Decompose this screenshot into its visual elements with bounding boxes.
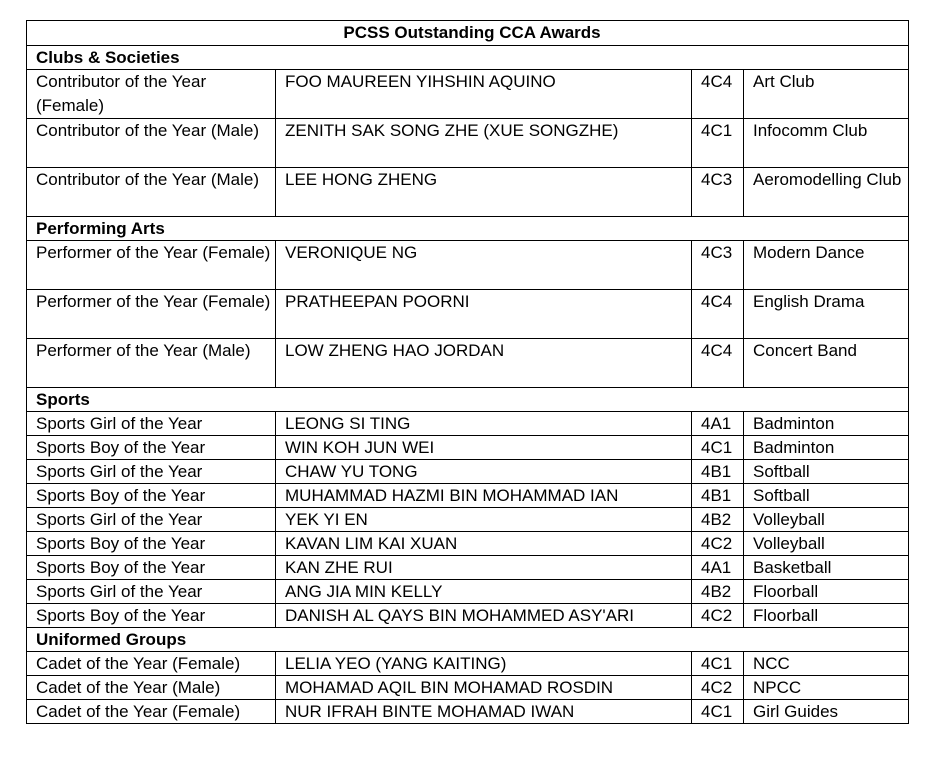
class-cell: 4C4: [692, 339, 744, 388]
section-heading: Sports: [27, 388, 909, 412]
name-cell: VERONIQUE NG: [276, 241, 692, 290]
award-cell: Sports Boy of the Year: [27, 604, 276, 628]
cca-cell: Infocomm Club: [744, 119, 909, 168]
table-row: [27, 508, 909, 532]
class-cell: 4B2: [692, 508, 744, 532]
name-cell: NUR IFRAH BINTE MOHAMAD IWAN: [276, 700, 692, 724]
award-cell: Performer of the Year (Female): [27, 241, 276, 290]
name-cell: CHAW YU TONG: [276, 460, 692, 484]
award-cell: Sports Boy of the Year: [27, 532, 276, 556]
award-cell: Performer of the Year (Male): [27, 339, 276, 388]
class-cell: 4C2: [692, 676, 744, 700]
cca-cell: Badminton: [744, 436, 909, 460]
award-cell: Contributor of the Year (Female): [27, 70, 276, 119]
class-cell: 4C2: [692, 604, 744, 628]
class-cell: 4C3: [692, 168, 744, 217]
class-cell: 4C1: [692, 119, 744, 168]
section-heading-row: [27, 388, 909, 412]
cca-cell: Volleyball: [744, 508, 909, 532]
table-row: [27, 436, 909, 460]
section-heading-row: [27, 217, 909, 241]
awards-table: [26, 20, 909, 724]
name-cell: KAVAN LIM KAI XUAN: [276, 532, 692, 556]
class-cell: 4C1: [692, 652, 744, 676]
award-cell: Sports Boy of the Year: [27, 484, 276, 508]
award-cell: Sports Girl of the Year: [27, 412, 276, 436]
table-row: [27, 70, 909, 119]
table-row: [27, 580, 909, 604]
table-row: [27, 119, 909, 168]
section-heading: Performing Arts: [27, 217, 909, 241]
name-cell: LOW ZHENG HAO JORDAN: [276, 339, 692, 388]
class-cell: 4C1: [692, 436, 744, 460]
section-heading: Clubs & Societies: [27, 46, 909, 70]
table-row: [27, 700, 909, 724]
cca-cell: Aeromodelling Club: [744, 168, 909, 217]
title-row: [27, 21, 909, 46]
table-row: [27, 532, 909, 556]
name-cell: KAN ZHE RUI: [276, 556, 692, 580]
cca-cell: Modern Dance: [744, 241, 909, 290]
class-cell: 4B1: [692, 484, 744, 508]
name-cell: MOHAMAD AQIL BIN MOHAMAD ROSDIN: [276, 676, 692, 700]
name-cell: WIN KOH JUN WEI: [276, 436, 692, 460]
name-cell: LELIA YEO (YANG KAITING): [276, 652, 692, 676]
cca-cell: English Drama: [744, 290, 909, 339]
cca-cell: Floorball: [744, 604, 909, 628]
table-row: [27, 412, 909, 436]
award-cell: Cadet of the Year (Female): [27, 700, 276, 724]
table-row: [27, 556, 909, 580]
name-cell: MUHAMMAD HAZMI BIN MOHAMMAD IAN: [276, 484, 692, 508]
name-cell: LEONG SI TING: [276, 412, 692, 436]
cca-cell: Concert Band: [744, 339, 909, 388]
award-cell: Contributor of the Year (Male): [27, 119, 276, 168]
award-cell: Sports Girl of the Year: [27, 508, 276, 532]
class-cell: 4A1: [692, 556, 744, 580]
section-heading-row: [27, 46, 909, 70]
class-cell: 4B2: [692, 580, 744, 604]
cca-cell: Floorball: [744, 580, 909, 604]
name-cell: YEK YI EN: [276, 508, 692, 532]
class-cell: 4C2: [692, 532, 744, 556]
name-cell: DANISH AL QAYS BIN MOHAMMED ASY'ARI: [276, 604, 692, 628]
award-cell: Sports Boy of the Year: [27, 436, 276, 460]
class-cell: 4C1: [692, 700, 744, 724]
awards-table-body: [27, 21, 909, 724]
cca-cell: Softball: [744, 460, 909, 484]
table-row: [27, 168, 909, 217]
cca-cell: Badminton: [744, 412, 909, 436]
table-row: [27, 676, 909, 700]
name-cell: LEE HONG ZHENG: [276, 168, 692, 217]
award-cell: Contributor of the Year (Male): [27, 168, 276, 217]
class-cell: 4C4: [692, 70, 744, 119]
table-title: PCSS Outstanding CCA Awards: [27, 21, 909, 46]
class-cell: 4C3: [692, 241, 744, 290]
name-cell: FOO MAUREEN YIHSHIN AQUINO: [276, 70, 692, 119]
award-cell: Cadet of the Year (Male): [27, 676, 276, 700]
award-cell: Sports Girl of the Year: [27, 580, 276, 604]
cca-cell: Art Club: [744, 70, 909, 119]
section-heading: Uniformed Groups: [27, 628, 909, 652]
award-cell: Cadet of the Year (Female): [27, 652, 276, 676]
name-cell: ANG JIA MIN KELLY: [276, 580, 692, 604]
table-row: [27, 339, 909, 388]
class-cell: 4B1: [692, 460, 744, 484]
cca-cell: Softball: [744, 484, 909, 508]
name-cell: PRATHEEPAN POORNI: [276, 290, 692, 339]
cca-cell: Girl Guides: [744, 700, 909, 724]
table-row: [27, 652, 909, 676]
name-cell: ZENITH SAK SONG ZHE (XUE SONGZHE): [276, 119, 692, 168]
cca-cell: NPCC: [744, 676, 909, 700]
table-row: [27, 460, 909, 484]
award-cell: Performer of the Year (Female): [27, 290, 276, 339]
cca-cell: Basketball: [744, 556, 909, 580]
class-cell: 4A1: [692, 412, 744, 436]
table-row: [27, 604, 909, 628]
table-row: [27, 241, 909, 290]
table-row: [27, 484, 909, 508]
cca-cell: Volleyball: [744, 532, 909, 556]
award-cell: Sports Boy of the Year: [27, 556, 276, 580]
award-cell: Sports Girl of the Year: [27, 460, 276, 484]
section-heading-row: [27, 628, 909, 652]
class-cell: 4C4: [692, 290, 744, 339]
cca-cell: NCC: [744, 652, 909, 676]
table-row: [27, 290, 909, 339]
